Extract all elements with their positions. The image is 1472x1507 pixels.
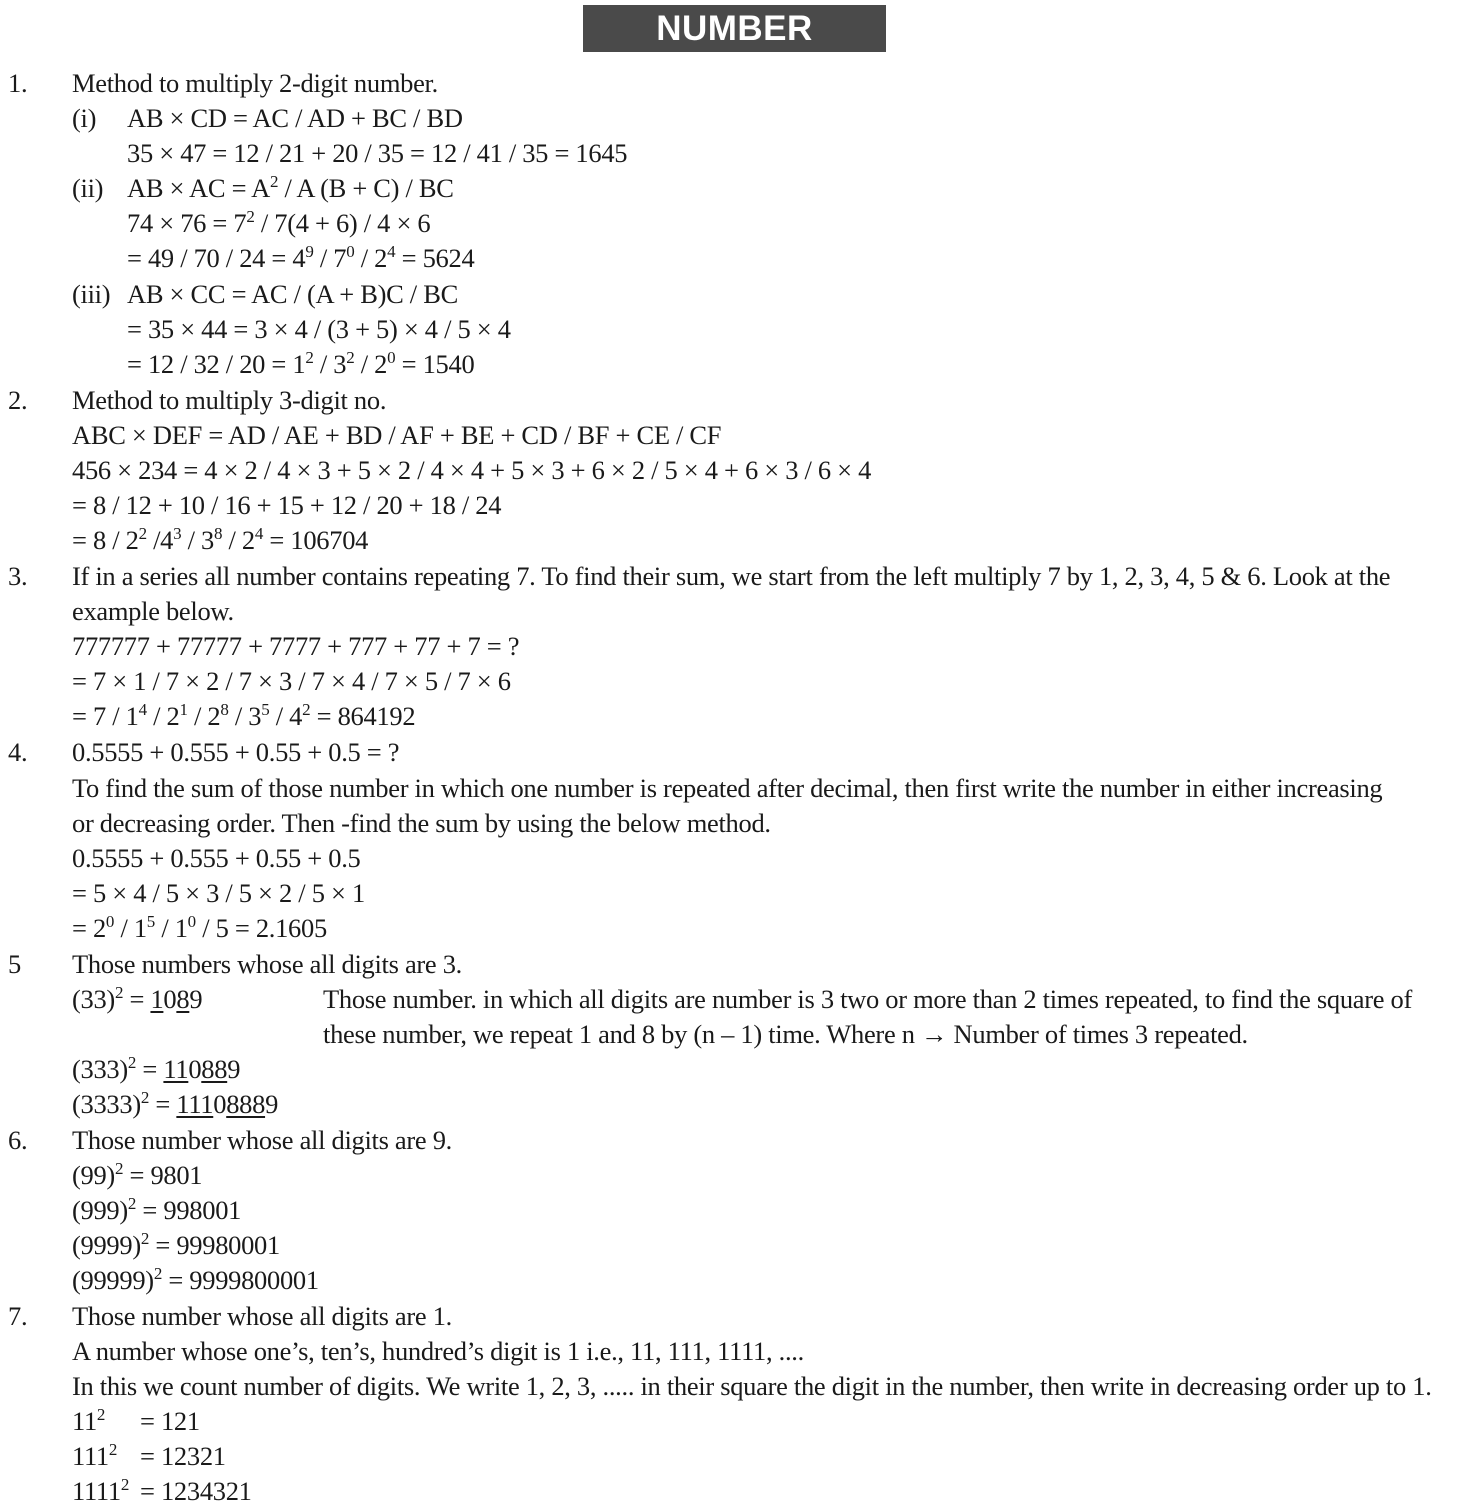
section-1-heading: Method to multiply 2-digit number. [72, 68, 438, 98]
section-7-row-result: = 121 [140, 1406, 200, 1436]
section-6-row: $(9999)^2 = 99980001$ [72, 1229, 280, 1260]
sub-i-label: (i) [72, 103, 97, 133]
sub-ii-formula: AB × AC = $A^2$ / A (B + C) / BC [127, 172, 454, 203]
section-4-example: 0.5555 + 0.555 + 0.55 + 0.5 [72, 843, 361, 873]
section-7-number: 7. [8, 1301, 28, 1331]
section-7-row: $111^2$ [72, 1440, 118, 1471]
sub-iii-result: = $12 / 32 / 20 = 1^2 / 3^2 / 2^0 = 1540$ [127, 348, 475, 379]
section-5-example-1: $(33)^2 = 1089$ [72, 983, 203, 1014]
section-5-example-3: $(3333)^2 = 11108889$ [72, 1088, 279, 1119]
section-2-example: 456 × 234 = 4 × 2 / 4 × 3 + 5 × 2 / 4 × 4 + 5 × 3 + 6 × 2 / 5 × 4 + 6 × 3 / 6 × 4 [72, 455, 872, 485]
section-7-paragraph-1: A number whose one’s, ten’s, hundred’s digit is 1 i.e., 11, 111, 1111, .... [72, 1336, 804, 1366]
sub-i-example: 35 × 47 = 12 / 21 + 20 / 35 = 12 / 41 / 35 = 1645 [127, 138, 628, 168]
section-4-paragraph-2: or decreasing order. Then -find the sum by using the below method. [72, 808, 771, 838]
sub-ii-result: = $49 / 70 / 24 = 4^9 / 7^0 / 2^4 = 5624$ [127, 242, 475, 273]
section-2-heading: Method to multiply 3-digit no. [72, 385, 387, 415]
sub-i-formula: AB × CD = AC / AD + BC / BD [127, 103, 463, 133]
section-1-number: 1. [8, 68, 28, 98]
sub-ii-example: $74 \times 76 = 7^2 / 7(4 + 6) / 4 \times 6$ [127, 207, 431, 238]
section-7-row: 1111$^2$ [72, 1475, 130, 1506]
section-6-row: $(999)^2 = 998001$ [72, 1194, 242, 1225]
sub-iii-formula: AB × CC = AC / (A + B)C / BC [127, 279, 458, 309]
sub-ii-label: (ii) [72, 173, 104, 203]
section-4-step: = 5 × 4 / 5 × 3 / 5 × 2 / 5 × 1 [72, 878, 365, 908]
section-3-paragraph-2: example below. [72, 596, 234, 626]
section-6-row: $(99)^2 = 9801$ [72, 1159, 203, 1190]
sub-iii-label: (iii) [72, 279, 111, 309]
page-title: NUMBER SYSTEM [583, 5, 886, 52]
section-6-number: 6. [8, 1125, 28, 1155]
section-7-paragraph-2: In this we count number of digits. We write 1, 2, 3, ..... in their square the digit in the number, then write in decreasing order up to 1. [72, 1371, 1432, 1401]
section-3-example: 777777 + 77777 + 7777 + 777 + 77 + 7 = ? [72, 631, 520, 661]
section-7-row-result: = 1234321 [140, 1476, 252, 1506]
section-5-heading: Those numbers whose all digits are 3. [72, 949, 462, 979]
section-7-row-result: = 12321 [140, 1441, 226, 1471]
section-3-result: = $7 / 1^4 / 2^1 / 2^8 / 3^5 / 4^2 = 864192$ [72, 700, 416, 731]
section-7-heading: Those number whose all digits are 1. [72, 1301, 452, 1331]
section-4-number: 4. [8, 737, 28, 767]
section-4-paragraph-1: To find the sum of those number in which one number is repeated after decimal, then first write the number in either increasing [72, 773, 1383, 803]
section-2-step: = 8 / 12 + 10 / 16 + 15 + 12 / 20 + 18 / 24 [72, 490, 502, 520]
section-5-note-1: Those number. in which all digits are number is 3 two or more than 2 times repeated, to find the square of [323, 984, 1413, 1014]
section-3-number: 3. [8, 561, 28, 591]
section-2-number: 2. [8, 385, 28, 415]
section-4-result: = $2^0 / 1^5 / 1^0 / 5 = 2.1605$ [72, 912, 327, 943]
section-3-paragraph-1: If in a series all number contains repeating 7. To find their sum, we start from the left multiply 7 by 1, 2, 3, 4, 5 & 6. Look at the [72, 561, 1391, 591]
section-3-step: = 7 × 1 / 7 × 2 / 7 × 3 / 7 × 4 / 7 × 5 / 7 × 6 [72, 666, 511, 696]
sub-iii-example: = 35 × 44 = 3 × 4 / (3 + 5) × 4 / 5 × 4 [127, 314, 511, 344]
section-5-number: 5 [8, 949, 21, 979]
section-2-formula: ABC × DEF = AD / AE + BD / AF + BE + CD / BF + CE / CF [72, 420, 722, 450]
section-6-heading: Those number whose all digits are 9. [72, 1125, 452, 1155]
section-5-example-2: $(333)^2 = 110889$ [72, 1053, 241, 1084]
section-5-note-2: these number, we repeat 1 and 8 by (n – 1) time. Where n → Number of times 3 repeated. [323, 1019, 1248, 1049]
section-6-row: $(99999)^2 = 9999800001$ [72, 1264, 319, 1295]
section-7-row: $11^2$ [72, 1405, 106, 1436]
section-2-result: = $8 / 2^2$ $/4^3 / 3^8 / 2^4 = 106704$ [72, 524, 369, 555]
section-4-heading: 0.5555 + 0.555 + 0.55 + 0.5 = ? [72, 737, 400, 767]
